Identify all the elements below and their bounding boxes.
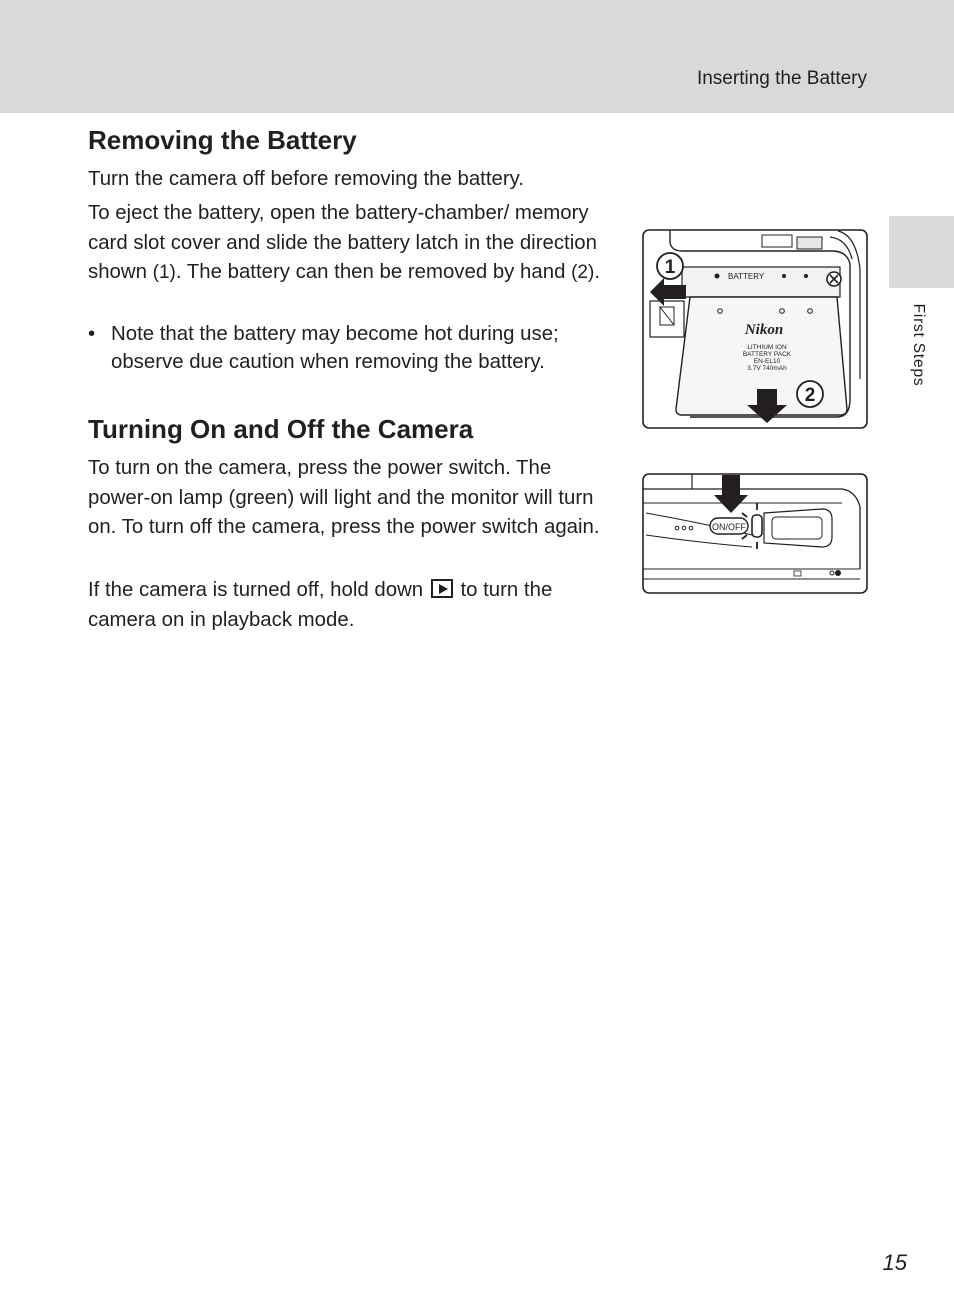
battery-brand: Nikon [744,322,784,338]
caution-bullet [88,320,618,376]
callout-1: 1 [664,257,676,278]
svg-text:3.7V 740mAh: 3.7V 740mAh [747,365,787,372]
on-off-label: ON/OFF [712,522,746,532]
section-tab-label: First Steps [910,303,927,387]
playback-text-2: to turn the camera on in playback mode. [88,579,553,631]
callout-2: 2 [804,385,816,406]
eject-text-1: To eject the battery, open the battery-chamber/ memory card slot cover and slide the battery latch in the direction shown [88,202,597,283]
section-tab [889,216,954,288]
battery-label: BATTERY [728,272,765,281]
svg-text:BATTERY PACK: BATTERY PACK [742,351,792,358]
svg-text:LITHIUM ION: LITHIUM ION [747,344,787,351]
power-switch-illustration [642,473,868,595]
eject-text-3: . [594,261,600,283]
playback-button-icon [431,579,453,598]
turning-on-paragraph: To turn on the camera, press the power switch. The power-on lamp (green) will light and the monitor will turn on. To turn off the camera, press the power switch again. [88,457,600,538]
playback-paragraph [88,576,618,635]
removing-intro: Turn the camera off before removing the battery. [88,168,524,190]
turning-on-off-heading: Turning On and Off the Camera [88,414,474,444]
step-1-marker: (1) [152,262,176,283]
removing-eject-instructions [88,199,618,288]
playback-text-1: If the camera is turned off, hold down [88,579,429,601]
bullet-symbol: • [88,323,96,345]
step-2-marker: (2) [571,262,595,283]
eject-text-2: . The battery can then be removed by hand [175,261,572,283]
removing-battery-heading: Removing the Battery [88,125,357,155]
header-band [0,0,954,113]
running-head: Inserting the Battery [696,68,867,89]
svg-text:EN-EL10: EN-EL10 [753,358,781,365]
battery-removal-illustration [642,229,868,430]
page-number: 15 [882,1250,907,1275]
caution-bullet-text: Note that the battery may become hot during use; observe due caution when removing the battery. [111,323,559,373]
